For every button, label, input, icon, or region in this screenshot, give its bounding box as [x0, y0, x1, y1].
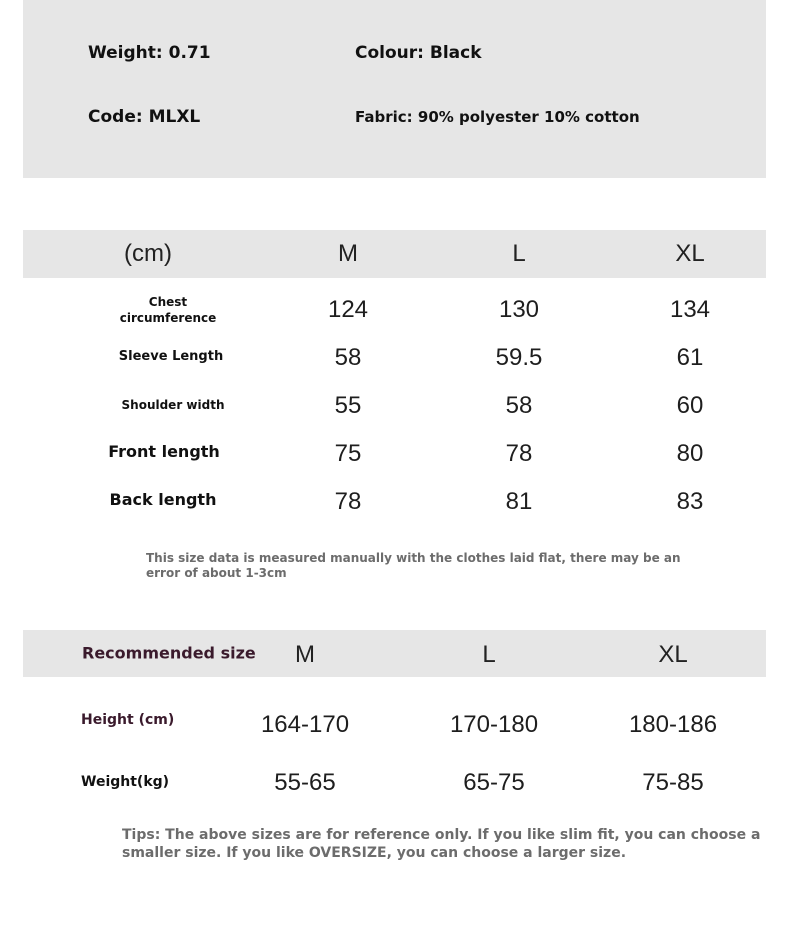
tips-note-line2: smaller size. If you like OVERSIZE, you can choose a larger size. — [122, 845, 627, 861]
measurement-note-line1: This size data is measured manually with the clothes laid flat, there may be an — [146, 551, 681, 565]
row-label-sleeve: Sleeve Length — [118, 349, 224, 364]
measurement-note-line2: error of about 1-3cm — [146, 566, 287, 580]
table-cell: 180-186 — [628, 711, 718, 738]
size-header-m: M — [338, 240, 358, 267]
product-info-panel — [23, 0, 766, 178]
size-header-xl: XL — [675, 240, 705, 267]
unit-header: (cm) — [124, 240, 172, 267]
size-header-l: L — [512, 240, 526, 267]
colour-info: Colour: Black — [355, 43, 482, 63]
table-cell: 59.5 — [495, 344, 543, 371]
rec-size-header-m: M — [295, 641, 315, 668]
table-cell: 58 — [505, 392, 533, 419]
table-cell: 55-65 — [274, 769, 336, 796]
table-cell: 78 — [505, 440, 533, 467]
row-label-back-length: Back length — [109, 490, 217, 509]
recommended-size-header: Recommended size — [82, 643, 256, 663]
table-cell: 80 — [676, 440, 704, 467]
tips-note — [122, 826, 760, 862]
table-cell: 130 — [498, 296, 540, 323]
rec-size-header-l: L — [482, 641, 496, 668]
table-cell: 164-170 — [260, 711, 350, 738]
table-cell: 75-85 — [642, 769, 704, 796]
row-label-weight: Weight(kg) — [81, 774, 170, 790]
measurement-note — [146, 551, 681, 581]
row-label-height: Height (cm) — [81, 712, 175, 728]
table-cell: 55 — [334, 392, 362, 419]
table-cell: 81 — [505, 488, 533, 515]
weight-info: Weight: 0.71 — [88, 43, 211, 63]
code-info: Code: MLXL — [88, 107, 201, 127]
table-cell: 61 — [676, 344, 704, 371]
row-label-shoulder: Shoulder width — [121, 398, 225, 412]
table-cell: 78 — [334, 488, 362, 515]
row-label-chest-line1: Chest — [148, 295, 188, 309]
table-cell: 75 — [334, 440, 362, 467]
rec-size-header-xl: XL — [658, 641, 688, 668]
table-cell: 83 — [676, 488, 704, 515]
table-cell: 58 — [334, 344, 362, 371]
fabric-info: Fabric: 90% polyester 10% cotton — [355, 108, 640, 126]
table-cell: 60 — [676, 392, 704, 419]
table-cell: 170-180 — [449, 711, 539, 738]
row-label-front-length: Front length — [108, 442, 220, 461]
row-label-chest-line2: circumference — [119, 311, 217, 325]
tips-note-line1: Tips: The above sizes are for reference only. If you like slim fit, you can choose a — [122, 827, 761, 843]
table-cell: 124 — [327, 296, 369, 323]
table-cell: 65-75 — [463, 769, 525, 796]
row-label-chest — [120, 294, 217, 326]
table-cell: 134 — [669, 296, 711, 323]
